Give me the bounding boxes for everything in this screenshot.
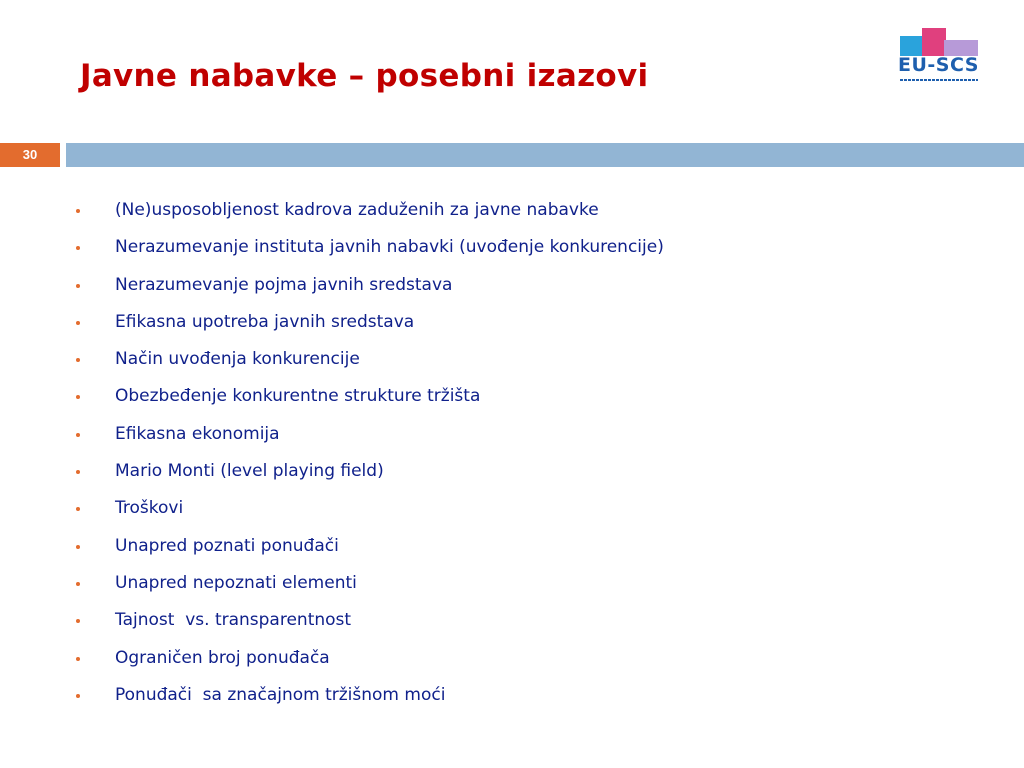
bullet-dot-icon	[76, 582, 80, 586]
list-item-text: Ograničen broj ponuđača	[115, 647, 330, 668]
list-item-text: Unapred nepoznati elementi	[115, 572, 357, 593]
list-item	[74, 644, 664, 681]
list-item-text: Mario Monti (level playing field)	[115, 461, 384, 482]
bullet-dot-icon	[76, 657, 80, 661]
eu-scs-logo	[894, 24, 984, 88]
bullet-dot-icon	[76, 358, 80, 362]
list-item	[74, 382, 664, 419]
list-item-text: Efikasna upotreba javnih sredstava	[115, 311, 415, 332]
list-item	[74, 606, 664, 643]
list-item	[74, 457, 664, 494]
list-item-text: Obezbeđenje konkurentne strukture tržišta	[115, 386, 481, 407]
logo-text: EU-SCS	[898, 54, 979, 76]
list-item	[74, 569, 664, 606]
bullet-dot-icon	[76, 321, 80, 325]
bullet-dot-icon	[76, 619, 80, 623]
bullet-dot-icon	[76, 246, 80, 250]
bullet-dot-icon	[76, 209, 80, 213]
bullet-dot-icon	[76, 284, 80, 288]
bullet-list	[74, 196, 664, 718]
list-item-text: Ponuđači sa značajnom tržišnom moći	[115, 684, 446, 705]
bullet-dot-icon	[76, 507, 80, 511]
header-divider-bar	[66, 143, 1024, 167]
list-item	[74, 420, 664, 457]
list-item	[74, 494, 664, 531]
slide-number: 30	[0, 143, 60, 167]
list-item-text: Nerazumevanje instituta javnih nabavki (uvođenje konkurencije)	[115, 237, 664, 258]
list-item	[74, 532, 664, 569]
list-item-text: Unapred poznati ponuđači	[115, 535, 339, 556]
bullet-dot-icon	[76, 433, 80, 437]
list-item-text: Troškovi	[115, 498, 184, 519]
list-item	[74, 308, 664, 345]
list-item	[74, 233, 664, 270]
list-item-text: Tajnost vs. transparentnost	[115, 610, 352, 631]
bullet-dot-icon	[76, 545, 80, 549]
bullet-dot-icon	[76, 470, 80, 474]
slide-title: Javne nabavke – posebni izazovi	[80, 58, 649, 94]
bullet-dot-icon	[76, 395, 80, 399]
list-item	[74, 271, 664, 308]
list-item-text: (Ne)usposobljenost kadrova zaduženih za javne nabavke	[115, 200, 599, 220]
logo-pink-square	[922, 28, 946, 56]
bullet-dot-icon	[76, 694, 80, 698]
logo-subtitle-line	[900, 79, 978, 81]
list-item-text: Način uvođenja konkurencije	[115, 349, 360, 370]
list-item	[74, 196, 664, 233]
list-item-text: Nerazumevanje pojma javnih sredstava	[115, 274, 453, 295]
list-item-text: Efikasna ekonomija	[115, 423, 280, 444]
list-item	[74, 681, 664, 718]
list-item	[74, 345, 664, 382]
